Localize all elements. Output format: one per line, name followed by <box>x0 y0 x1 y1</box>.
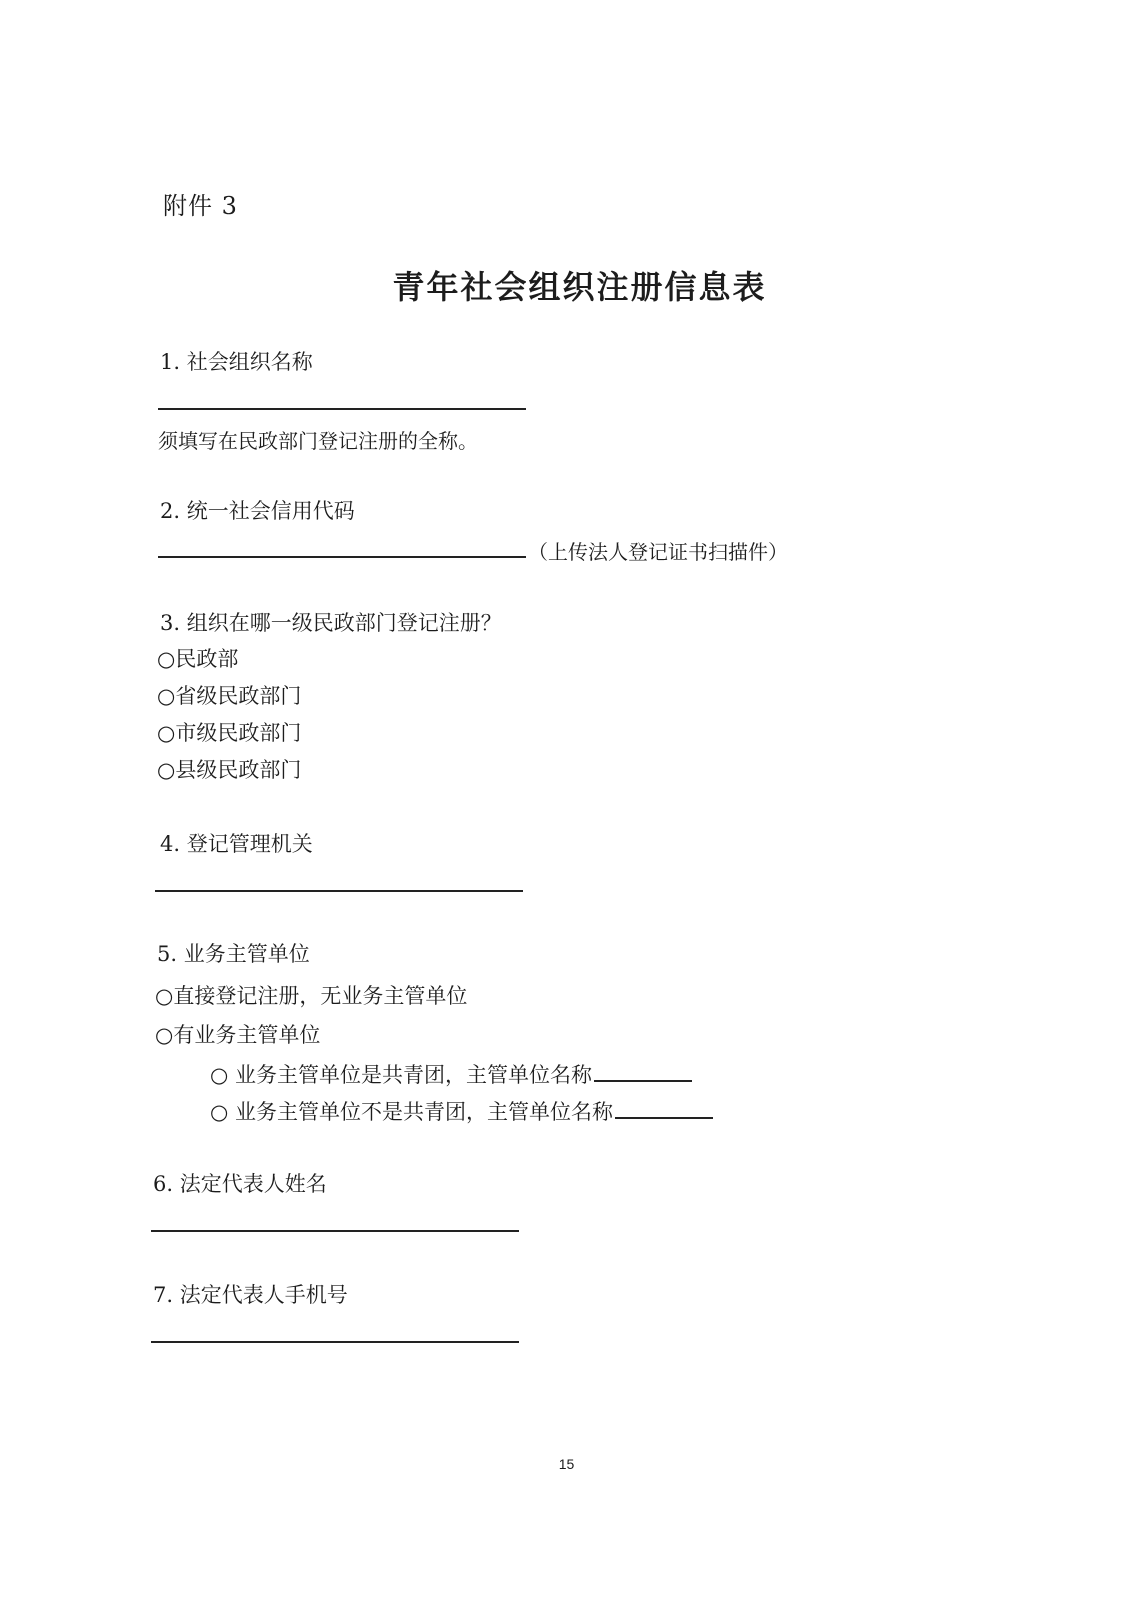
q5-youth-league-name-line[interactable] <box>594 1079 692 1082</box>
q7-label: 7. 法定代表人手机号 <box>153 1283 348 1307</box>
q3-option-provincial[interactable]: ○省级民政部门 <box>157 684 302 708</box>
attachment-label: 附件 3 <box>163 192 238 220</box>
q3-label: 3. 组织在哪一级民政部门登记注册？ <box>160 611 502 635</box>
q5-sub-option-other-label: ○ 业务主管单位不是共青团，主管单位名称 <box>210 1100 613 1124</box>
q7-answer-line[interactable] <box>151 1341 519 1343</box>
q5-sub-option-youth-league[interactable] <box>210 1059 692 1089</box>
page-title: 青年社会组织注册信息表 <box>392 268 767 306</box>
q5-label: 5. 业务主管单位 <box>157 942 310 966</box>
q5-other-name-line[interactable] <box>615 1116 713 1119</box>
q5-sub-option-youth-league-label: ○ 业务主管单位是共青团，主管单位名称 <box>210 1063 592 1087</box>
q3-option-ministry[interactable]: ○民政部 <box>157 647 239 671</box>
q4-label: 4. 登记管理机关 <box>160 832 313 856</box>
q6-answer-line[interactable] <box>151 1230 519 1232</box>
page-number: 15 <box>558 1456 575 1472</box>
q2-label: 2. 统一社会信用代码 <box>160 499 355 523</box>
q5-sub-option-other[interactable] <box>210 1096 713 1126</box>
q2-answer-line[interactable] <box>158 556 526 558</box>
q3-option-county[interactable]: ○县级民政部门 <box>157 758 302 782</box>
q5-option-has-supervisor[interactable]: ○有业务主管单位 <box>155 1023 321 1047</box>
q1-label: 1. 社会组织名称 <box>160 350 313 374</box>
q5-option-direct[interactable]: ○直接登记注册，无业务主管单位 <box>155 984 468 1008</box>
q4-answer-line[interactable] <box>155 890 523 892</box>
q3-option-city[interactable]: ○市级民政部门 <box>157 721 302 745</box>
q1-note: 须填写在民政部门登记注册的全称。 <box>158 429 478 453</box>
q1-answer-line[interactable] <box>158 408 526 410</box>
q6-label: 6. 法定代表人姓名 <box>153 1172 327 1196</box>
q2-upload-note: （上传法人登记证书扫描件） <box>528 540 788 564</box>
